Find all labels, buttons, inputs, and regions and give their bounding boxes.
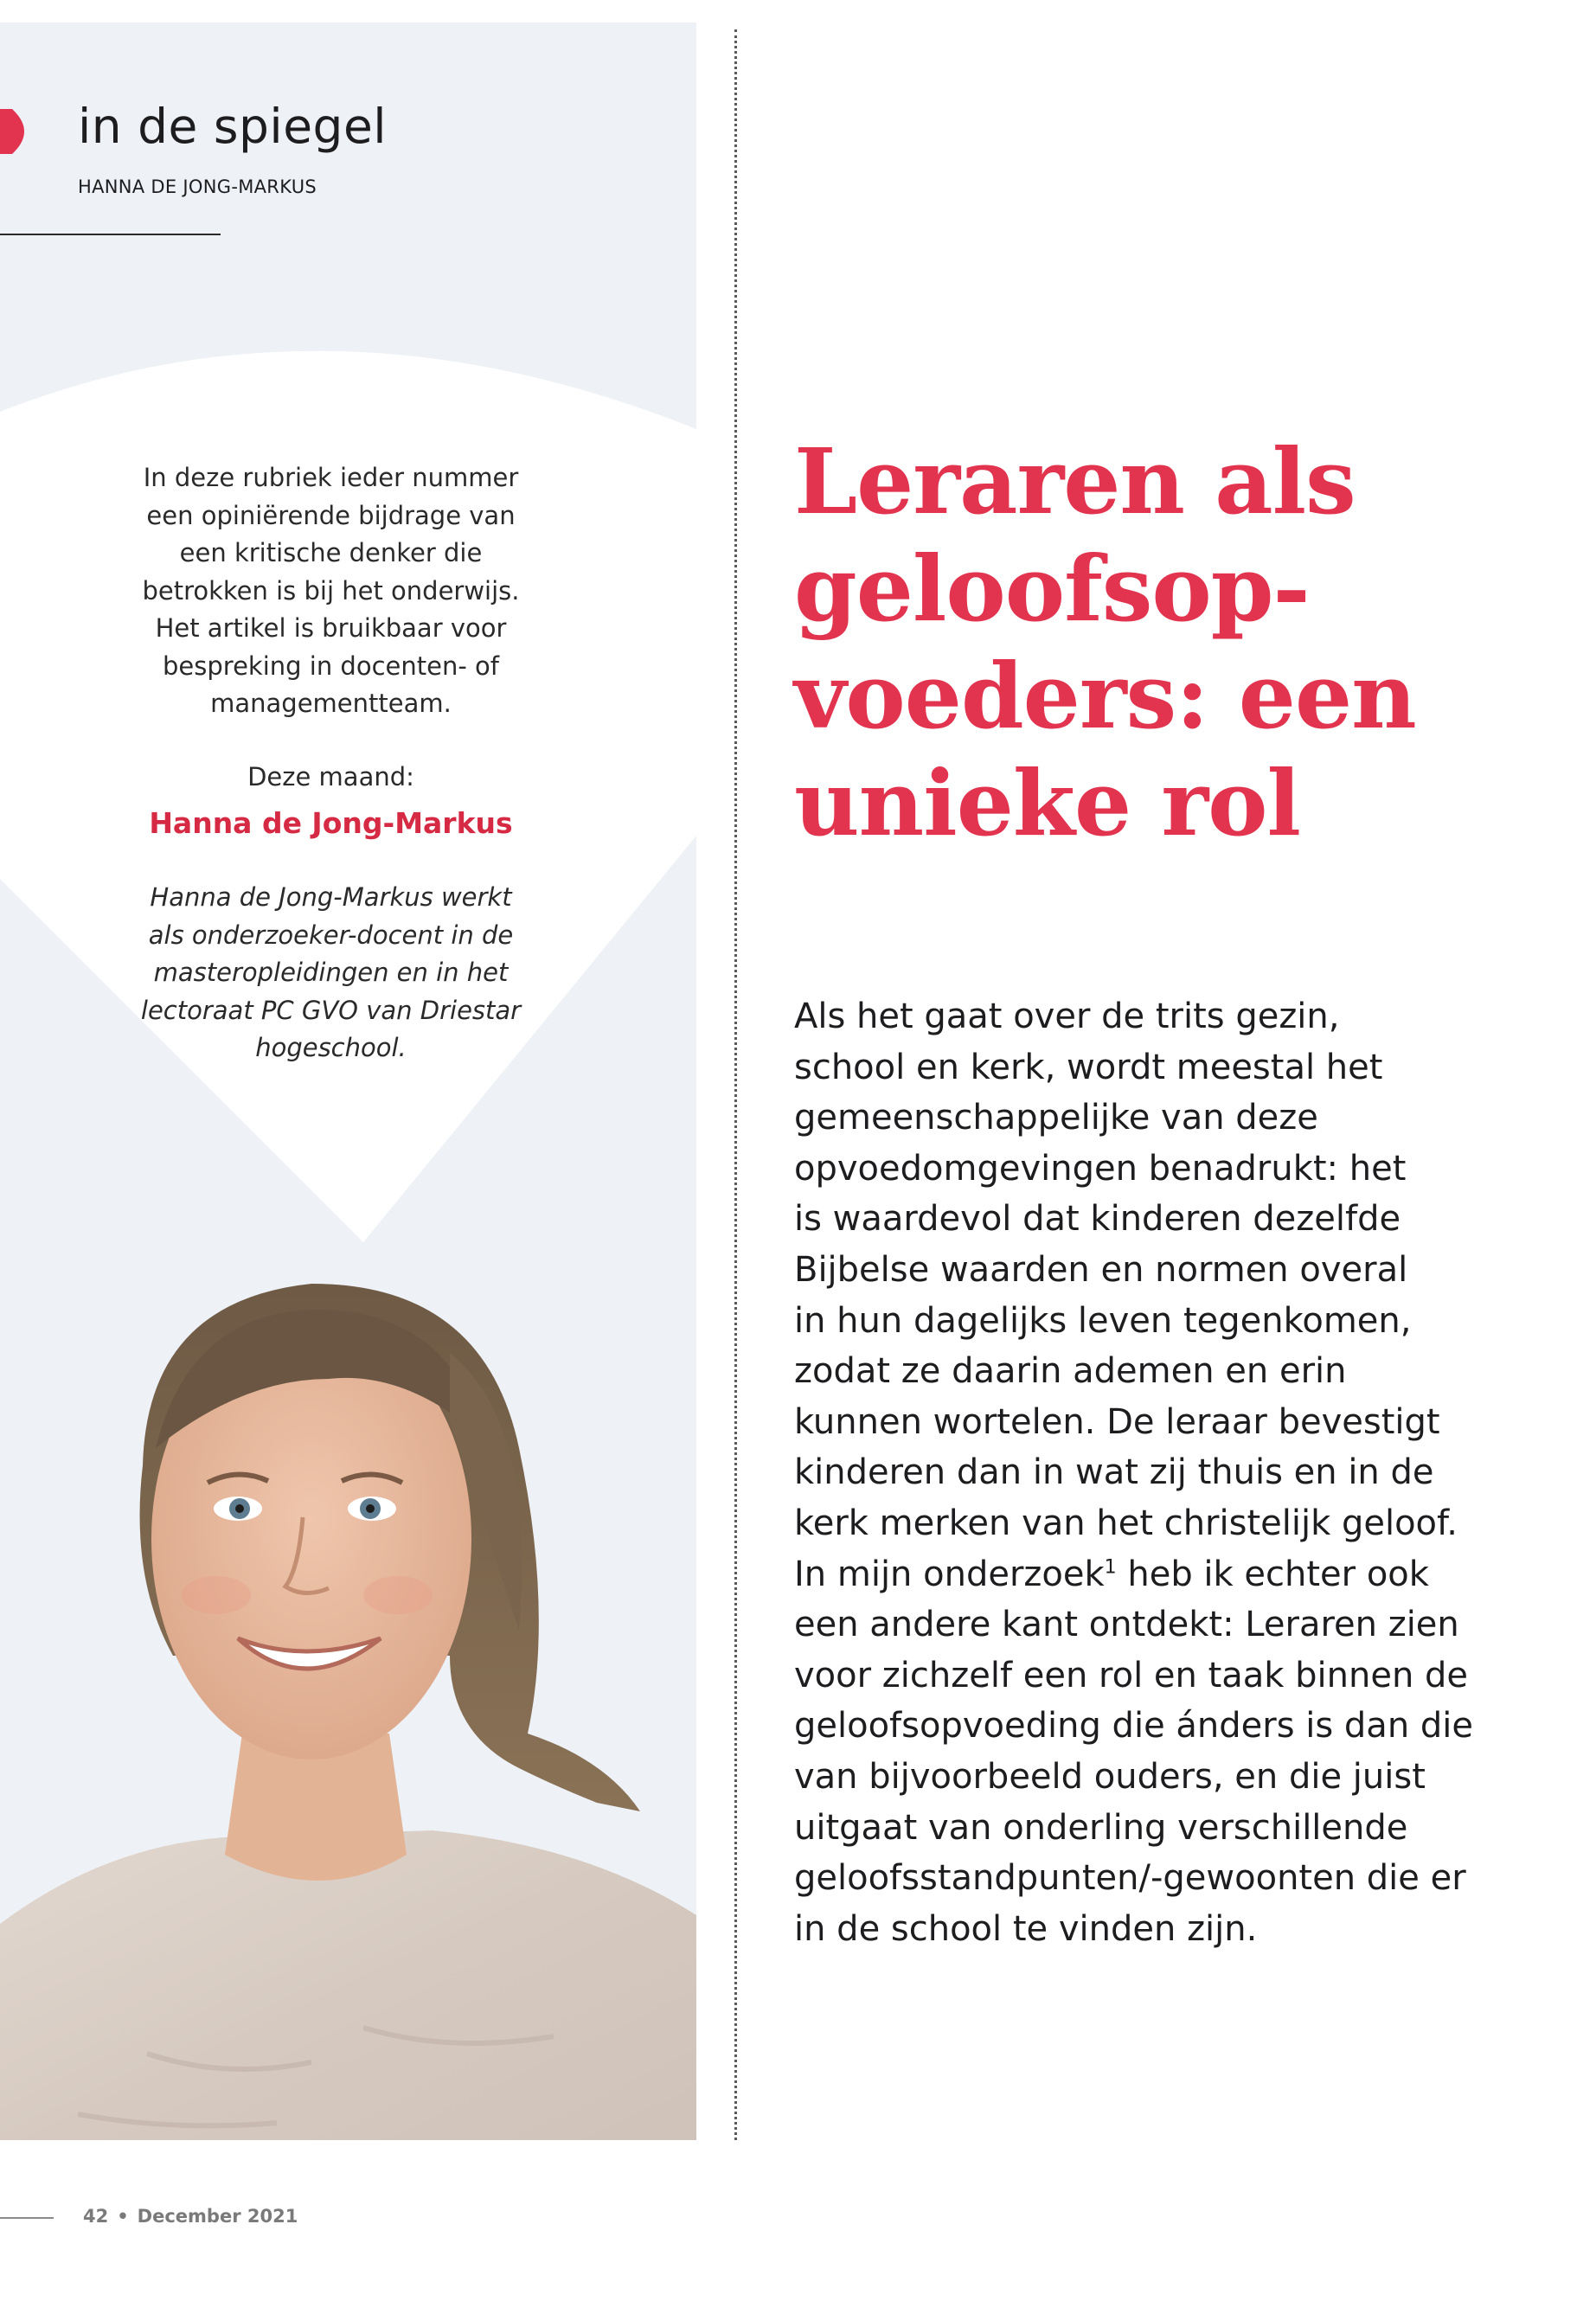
body-line: kinderen dan in wat zij thuis en in de bbox=[794, 1452, 1434, 1493]
author-portrait bbox=[0, 1249, 696, 2140]
sidebar-panel bbox=[0, 22, 696, 2140]
column-divider bbox=[734, 29, 737, 2140]
body-line: geloofsopvoeding die ánders is dan die bbox=[794, 1706, 1473, 1747]
body-line: een andere kant ontdekt: Leraren zien bbox=[794, 1605, 1459, 1645]
body-line: voor zichzelf een rol en taak binnen de bbox=[794, 1655, 1469, 1695]
body-line: uitgaat van onderling verschillende bbox=[794, 1807, 1408, 1848]
body-line: opvoedomgevingen benadrukt: het bbox=[794, 1148, 1407, 1189]
page-footer bbox=[83, 2206, 298, 2227]
body-line: is waardevol dat kinderen dezelfde bbox=[794, 1199, 1401, 1240]
rubric-description: In deze rubriek ieder nummer een opiniërende bijdrage van een kritische denker die betrokken is bij het onderwijs. Het artikel is bruikbaar voor bespreking in docenten- of managementteam. bbox=[142, 463, 520, 718]
body-line: zodat ze daarin ademen en erin bbox=[794, 1351, 1347, 1392]
footer-rule bbox=[0, 2217, 54, 2219]
body-line: school en kerk, wordt meestal het bbox=[794, 1047, 1383, 1087]
author-name: Hanna de Jong-Markus bbox=[149, 806, 513, 840]
article-body bbox=[794, 991, 1555, 1954]
footer-separator: • bbox=[117, 2206, 129, 2227]
body-line: geloofsstandpunten/-gewoonten die er bbox=[794, 1858, 1466, 1899]
body-line: Als het gaat over de trits gezin, bbox=[794, 997, 1340, 1036]
rubric-author: HANNA DE JONG-MARKUS bbox=[78, 176, 317, 197]
body-line: in hun dagelijks leven tegenkomen, bbox=[794, 1300, 1412, 1341]
headline-line: geloofsop- bbox=[794, 535, 1310, 642]
page-number: 42 bbox=[83, 2206, 109, 2227]
body-line: gemeenschappelijke van deze bbox=[794, 1098, 1318, 1138]
body-line: kunnen wortelen. De leraar bevestigt bbox=[794, 1401, 1440, 1442]
footnote-marker: 1 bbox=[1104, 1556, 1117, 1579]
body-line: van bijvoorbeeld ouders, en die juist bbox=[794, 1756, 1426, 1797]
author-bio: Hanna de Jong-Markus werkt als onderzoeker-docent in de masteropleidingen en in het lectoraat PC GVO van Driestar hogeschool. bbox=[140, 882, 522, 1062]
headline-line: Leraren als bbox=[794, 428, 1356, 535]
footnote-text-after: heb ik echter ook bbox=[1116, 1554, 1429, 1594]
headline-line: voeders: een bbox=[794, 643, 1416, 749]
body-line: in de school te vinden zijn. bbox=[794, 1908, 1258, 1949]
rubric-marker-icon bbox=[0, 109, 36, 154]
body-line: kerk merken van het christelijk geloof. bbox=[794, 1503, 1458, 1543]
issue-date: December 2021 bbox=[137, 2206, 298, 2227]
rubric-title: in de spiegel bbox=[78, 99, 388, 154]
rubric-divider bbox=[0, 234, 221, 235]
body-line: Bijbelse waarden en normen overal bbox=[794, 1249, 1408, 1290]
month-label: Deze maand: bbox=[247, 761, 414, 792]
article-headline bbox=[794, 428, 1555, 857]
footnote-text-before: In mijn onderzoek bbox=[794, 1554, 1105, 1594]
intro-block bbox=[130, 459, 532, 1067]
body-line-footnote bbox=[794, 1549, 1555, 1600]
headline-line: unieke rol bbox=[794, 750, 1301, 856]
